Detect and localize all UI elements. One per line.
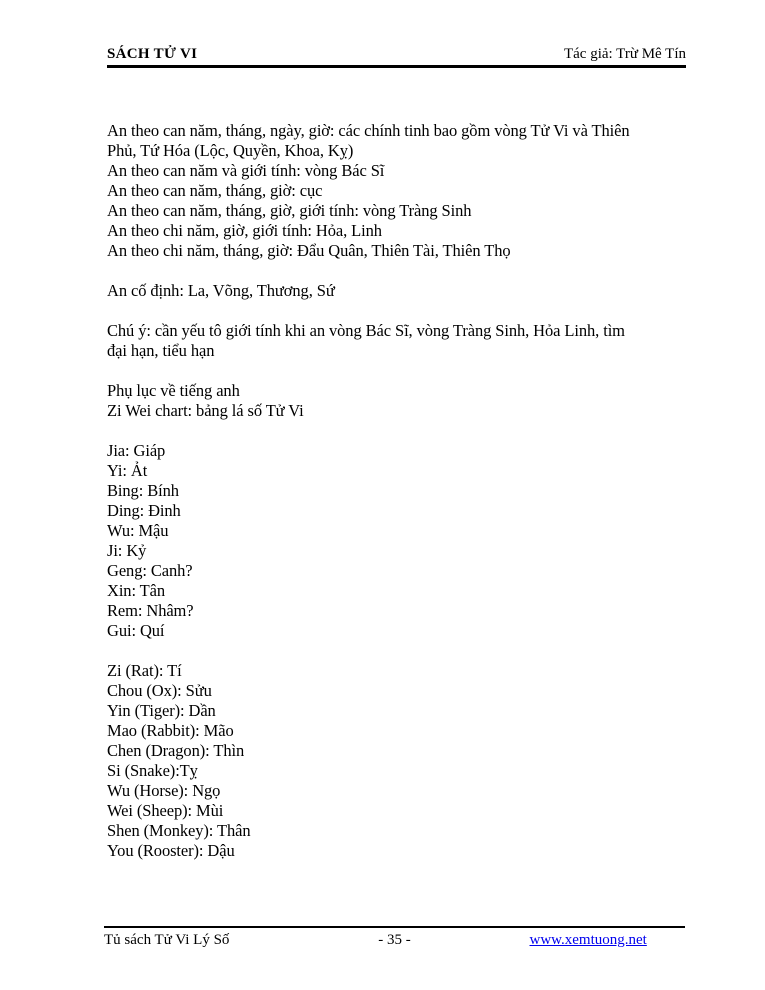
text-line: You (Rooster): Dậu (107, 841, 235, 860)
text-line: Phụ lục về tiếng anh (107, 381, 240, 400)
text-line: Jia: Giáp (107, 441, 166, 460)
text-line: Wei (Sheep): Mùi (107, 801, 224, 820)
text-line: An theo can năm, tháng, ngày, giờ: các chính tinh bao gồm vòng Tử Vi và Thiên (107, 121, 630, 140)
text-line: Yin (Tiger): Dần (107, 701, 216, 720)
text-line: Mao (Rabbit): Mão (107, 721, 234, 740)
page-number: - 35 - (378, 932, 411, 948)
text-line: Shen (Monkey): Thân (107, 821, 251, 840)
text-line: An theo can năm và giới tính: vòng Bác Sĩ (107, 161, 385, 180)
text-line: Wu: Mậu (107, 521, 169, 540)
text-line: Chou (Ox): Sửu (107, 681, 212, 700)
body-text (107, 121, 707, 861)
blank-line (107, 641, 707, 661)
blank-line (107, 301, 707, 321)
text-line: Geng: Canh? (107, 561, 193, 580)
footer-series-title: Tủ sách Tử Vi Lý Số (104, 932, 230, 948)
page-header (107, 46, 686, 68)
text-line: Si (Snake):Tỵ (107, 761, 198, 780)
text-line: An theo can năm, tháng, giờ: cục (107, 181, 323, 200)
website-link[interactable]: www.xemtuong.net (529, 932, 647, 948)
text-line: Wu (Horse): Ngọ (107, 781, 221, 800)
blank-line (107, 261, 707, 281)
text-line: đại hạn, tiểu hạn (107, 341, 215, 360)
book-title: SÁCH TỬ VI (107, 46, 198, 62)
text-line: Zi (Rat): Tí (107, 661, 182, 680)
text-line: Xin: Tân (107, 581, 166, 600)
text-line: Bing: Bính (107, 481, 179, 500)
text-line: Zi Wei chart: bảng lá số Tử Vi (107, 401, 304, 420)
text-line: Phủ, Tứ Hóa (Lộc, Quyền, Khoa, Kỵ) (107, 141, 354, 160)
text-line: Rem: Nhâm? (107, 601, 194, 620)
text-line: Ji: Kỷ (107, 541, 147, 560)
text-line: Yi: Ảt (107, 461, 148, 480)
text-line: Chen (Dragon): Thìn (107, 741, 245, 760)
text-line: Chú ý: cần yếu tô giới tính khi an vòng Bác Sĩ, vòng Tràng Sinh, Hỏa Linh, tìm (107, 321, 625, 340)
text-line: An theo chi năm, tháng, giờ: Đẩu Quân, Thiên Tài, Thiên Thọ (107, 241, 511, 260)
text-line: An cố định: La, Võng, Thương, Sứ (107, 281, 335, 300)
author-label: Tác giả: Trừ Mê Tín (563, 46, 686, 62)
text-line: An theo can năm, tháng, giờ, giới tính: vòng Tràng Sinh (107, 201, 472, 220)
text-line: Gui: Quí (107, 621, 165, 640)
blank-line (107, 361, 707, 381)
text-line: Ding: Đinh (107, 501, 181, 520)
blank-line (107, 421, 707, 441)
page-footer (104, 926, 685, 949)
text-line: An theo chi năm, giờ, giới tính: Hỏa, Linh (107, 221, 382, 240)
